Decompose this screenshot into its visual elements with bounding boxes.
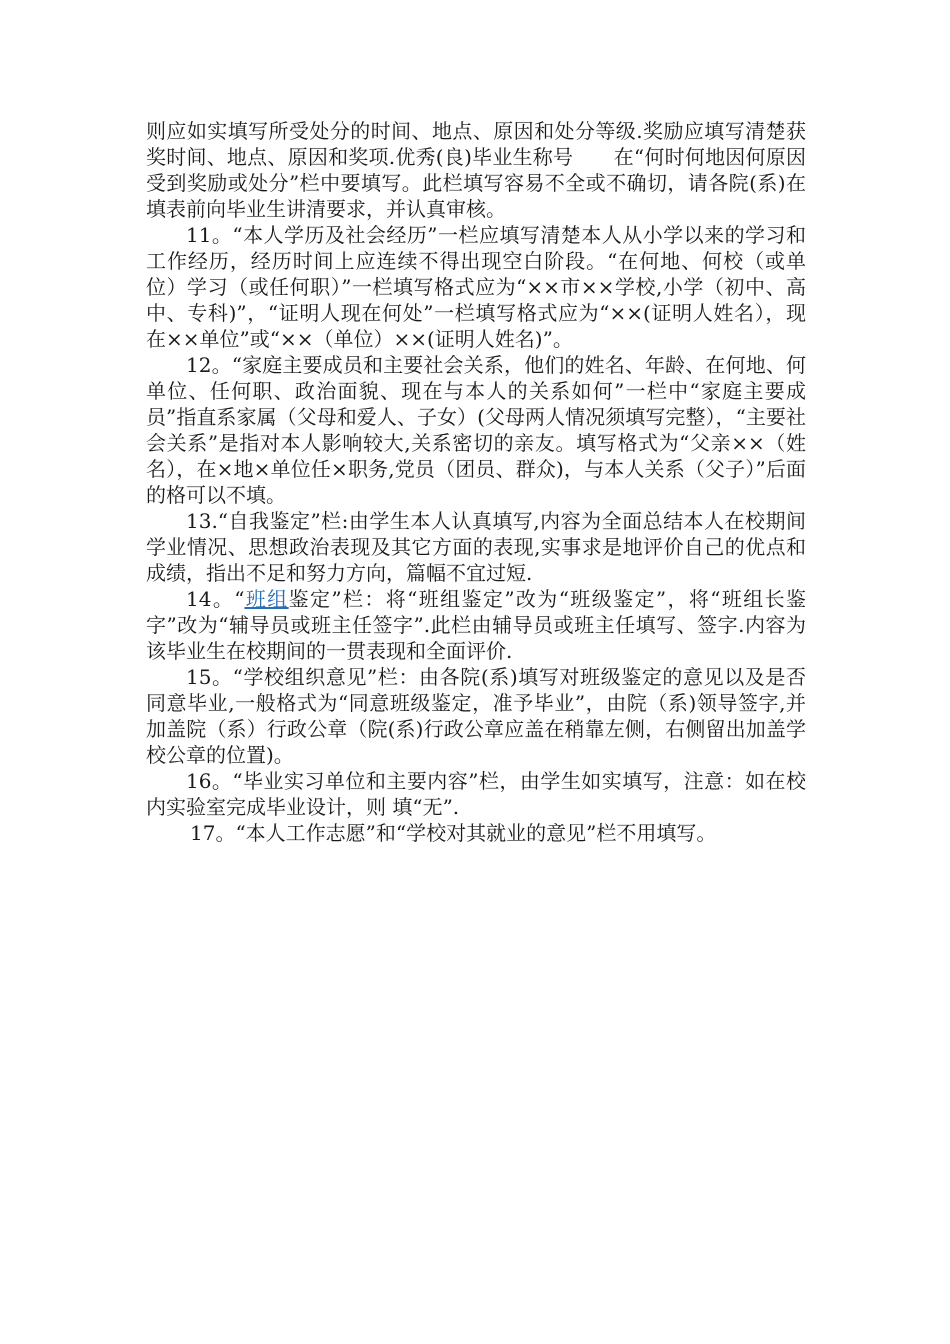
paragraph-17: 17。“本人工作志愿”和“学校对其就业的意见”栏不用填写。: [190, 821, 717, 845]
paragraph-11: 11。“本人学历及社会经历”一栏应填写清楚本人从小学以来的学习和工作经历，经历时间上应连续不得出现空白阶段。“在何地、何校（或单位）学习（或任何职）”一栏填写格式应为“××市××学校,小学（初中、高中、专科)”，“证明人现在何处”一栏填写格式应为“××(证明人姓名），现在××单位”或“××（单位）××(证明人姓名)”。: [146, 223, 806, 351]
paragraph-14-suffix: 鉴定”栏：将“班组鉴定”改为“班级鉴定”，将“班组长鉴字”改为“辅导员或班主任签字”.此栏由辅导员或班主任填写、签字.内容为该毕业生在校期间的一贯表现和全面评价.: [146, 587, 806, 663]
paragraph-10-continued: 则应如实填写所受处分的时间、地点、原因和处分等级.奖励应填写清楚获奖时间、地点、原因和奖项.优秀(良)毕业生称号 在“何时何地因何原因受到奖励或处分”栏中要填写。此栏填写容易不全或不确切，请各院(系)在填表前向毕业生讲清要求，并认真审核。: [146, 119, 806, 221]
paragraph-12: 12。“家庭主要成员和主要社会关系，他们的姓名、年龄、在何地、何单位、任何职、政治面貌、现在与本人的关系如何”一栏中“家庭主要成员”指直系家属（父母和爱人、子女）(父母两人情况须填写完整），“主要社会关系”是指对本人影响较大,关系密切的亲友。填写格式为“父亲××（姓名），在×地×单位任×职务,党员（团员、群众)，与本人关系（父子）”后面的格可以不填。: [146, 353, 806, 507]
paragraph-16: 16。“毕业实习单位和主要内容”栏，由学生如实填写，注意：如在校内实验室完成毕业设计，则 填“无”.: [146, 769, 806, 819]
paragraph-15: 15。“学校组织意见”栏：由各院(系)填写对班级鉴定的意见以及是否同意毕业,一般格式为“同意班级鉴定，准予毕业”，由院（系)领导签字,并加盖院（系）行政公章（院(系)行政公章应盖在稍靠左侧，右侧留出加盖学校公章的位置)。: [146, 665, 806, 767]
banzu-link[interactable]: 班组: [244, 587, 289, 611]
document-body: [146, 118, 806, 846]
paragraph-14-prefix: 14。“: [186, 587, 245, 611]
paragraph-14: [146, 586, 806, 664]
paragraph-13: 13.“自我鉴定”栏:由学生本人认真填写,内容为全面总结本人在校期间学业情况、思想政治表现及其它方面的表现,实事求是地评价自己的优点和成绩，指出不足和努力方向，篇幅不宜过短.: [146, 509, 806, 585]
